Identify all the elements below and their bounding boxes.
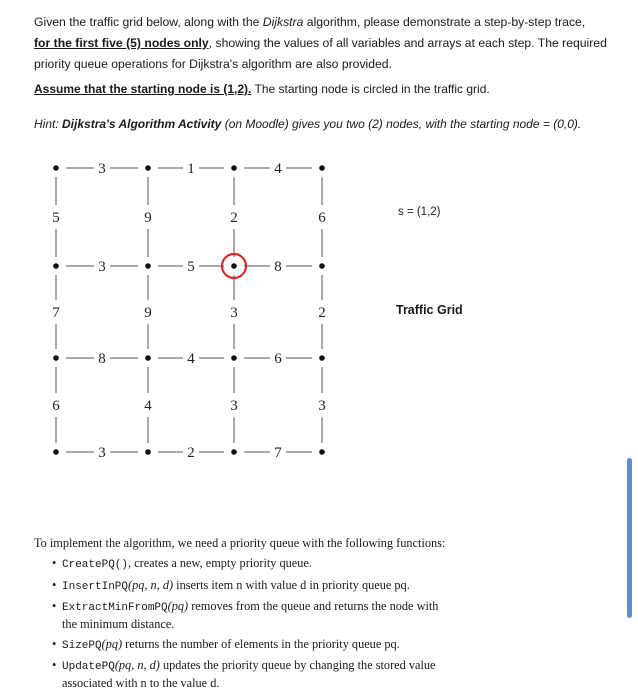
edge-weight-label: 2	[318, 305, 326, 321]
hint-prefix: Hint:	[34, 117, 63, 131]
bullet-icon: •	[52, 636, 57, 651]
assumption-emphasis: Assume that the starting node is (1,2).	[34, 82, 252, 96]
grid-node	[53, 449, 59, 455]
edge-weight-label: 3	[98, 161, 106, 177]
function-description: updates the priority queue by changing the stored value associated with n to the value d.	[62, 658, 436, 690]
function-name: CreatePQ()	[62, 559, 129, 571]
edge-weight-label: 5	[52, 210, 60, 226]
hint-activity-name: Dijkstra's Algorithm Activity	[62, 117, 222, 131]
function-name: ExtractMinFromPQ	[62, 602, 168, 614]
assumption	[34, 80, 490, 98]
bullet-icon: •	[52, 556, 57, 570]
grid-node	[231, 355, 237, 361]
list-item	[34, 657, 454, 691]
function-args: (pq)	[101, 636, 123, 651]
function-args: (pq, n, d)	[114, 658, 160, 672]
list-item	[34, 555, 454, 573]
edge-weight-label: 2	[187, 445, 195, 461]
list-item	[34, 577, 454, 595]
first-five-emphasis: for the first five (5) nodes only	[34, 36, 209, 50]
grid-node	[319, 449, 325, 455]
traffic-grid	[40, 152, 350, 472]
assumption-text: The starting node is circled in the traffic grid.	[251, 82, 490, 96]
grid-node	[53, 263, 59, 269]
grid-node	[145, 449, 151, 455]
algorithm-name: Dijkstra	[262, 15, 304, 29]
grid-node	[319, 165, 325, 171]
scrollbar[interactable]	[627, 458, 632, 618]
edge-weight-label: 9	[144, 305, 152, 321]
function-args: (pq, n, d)	[128, 577, 174, 592]
grid-node	[231, 165, 237, 171]
grid-node	[319, 263, 325, 269]
list-item	[34, 636, 454, 654]
intro-paragraph	[34, 12, 624, 75]
edge-weight-label: 8	[274, 259, 282, 275]
edge-weight-label: 7	[274, 445, 282, 461]
edge-weight-label: 3	[318, 398, 326, 414]
grid-node	[145, 165, 151, 171]
function-description: removes from the queue and returns the node with the minimum distance.	[62, 599, 439, 631]
edge-weight-label: 2	[230, 210, 238, 226]
function-description: , creates a new, empty priority queue.	[128, 556, 312, 570]
edge-weight-label: 3	[230, 305, 238, 321]
edge-weight-label: 1	[187, 161, 195, 177]
list-item	[34, 598, 454, 632]
bullet-icon: •	[52, 577, 57, 592]
intro-text-line2: , showing the values of all variables and arrays at each step. The required	[208, 36, 607, 50]
edge-weight-label: 6	[318, 210, 326, 226]
function-description: inserts item n with value d in priority queue pq.	[173, 577, 410, 592]
pq-function-list	[34, 555, 454, 691]
intro-line-3: priority queue operations for Dijkstra's algorithm are also provided.	[34, 57, 392, 71]
intro-line-2	[34, 33, 624, 54]
edge-weight-label: 4	[274, 161, 282, 177]
edge-weight-label: 6	[52, 398, 60, 414]
edge-weight-label: 9	[144, 210, 152, 226]
intro-text: Given the traffic grid below, along with the	[34, 15, 263, 29]
bullet-icon: •	[52, 599, 57, 613]
grid-node	[231, 263, 237, 269]
hint	[34, 115, 581, 133]
function-description: returns the number of elements in the priority queue pq.	[122, 636, 400, 651]
edge-weight-label: 3	[98, 445, 106, 461]
hint-text: (on Moodle) gives you two (2) nodes, with the starting node = (0,0).	[221, 117, 582, 131]
edge-weight-label: 4	[144, 398, 152, 414]
edge-weight-label: 7	[52, 305, 60, 321]
bullet-icon: •	[52, 658, 57, 672]
grid-node	[319, 355, 325, 361]
intro-text-cont: algorithm, please demonstrate a step-by-step trace,	[303, 15, 586, 29]
edge-weight-label: 5	[187, 259, 195, 275]
grid-node	[231, 449, 237, 455]
traffic-grid-title: Traffic Grid	[396, 303, 463, 317]
function-args: (pq)	[167, 599, 189, 613]
grid-node	[53, 165, 59, 171]
function-name: InsertInPQ	[62, 580, 129, 593]
edge-weight-label: 3	[98, 259, 106, 275]
edge-weight-label: 4	[187, 351, 195, 367]
edge-weight-label: 6	[274, 351, 282, 367]
function-name: SizePQ	[62, 639, 102, 652]
grid-node	[145, 263, 151, 269]
implementation-intro: To implement the algorithm, we need a priority queue with the following functions:	[34, 536, 446, 550]
implementation-section	[34, 535, 454, 695]
grid-node	[145, 355, 151, 361]
intro-line-1	[34, 12, 624, 33]
start-node-label: s = (1,2)	[398, 206, 441, 218]
function-name: UpdatePQ	[62, 661, 115, 673]
edge-weight-label: 8	[98, 351, 106, 367]
edge-weight-label: 3	[230, 398, 238, 414]
grid-node	[53, 355, 59, 361]
